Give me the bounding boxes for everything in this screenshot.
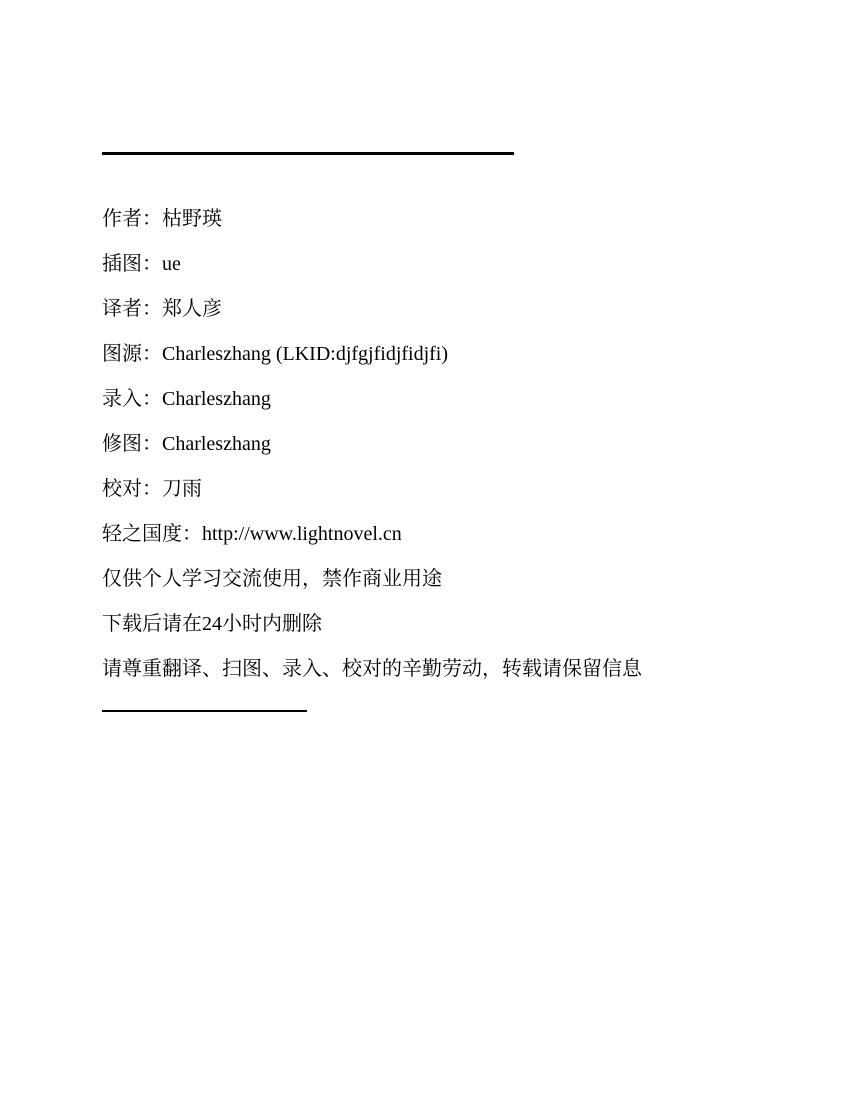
credit-site: 轻之国度：http://www.lightnovel.cn	[102, 523, 402, 545]
notice-personal-use: 仅供个人学习交流使用，禁作商业用途	[102, 568, 442, 590]
credit-translator: 译者：郑人彦	[102, 298, 222, 320]
notice-respect: 请尊重翻译、扫图、录入、校对的辛勤劳动，转载请保留信息	[102, 658, 642, 680]
credit-image-editor: 修图：Charleszhang	[102, 433, 271, 455]
credit-image-source: 图源：Charleszhang (LKID:djfgjfidjfidjfi)	[102, 343, 449, 365]
credit-author: 作者：枯野瑛	[102, 208, 222, 230]
top-divider	[102, 152, 514, 155]
credit-proofreader: 校对：刀雨	[102, 478, 202, 500]
bottom-divider	[102, 710, 307, 712]
credits-list	[102, 204, 642, 684]
notice-delete: 下载后请在24小时内删除	[102, 613, 322, 635]
credit-typist: 录入：Charleszhang	[102, 388, 271, 410]
credit-illustrator: 插图：ue	[102, 253, 181, 275]
